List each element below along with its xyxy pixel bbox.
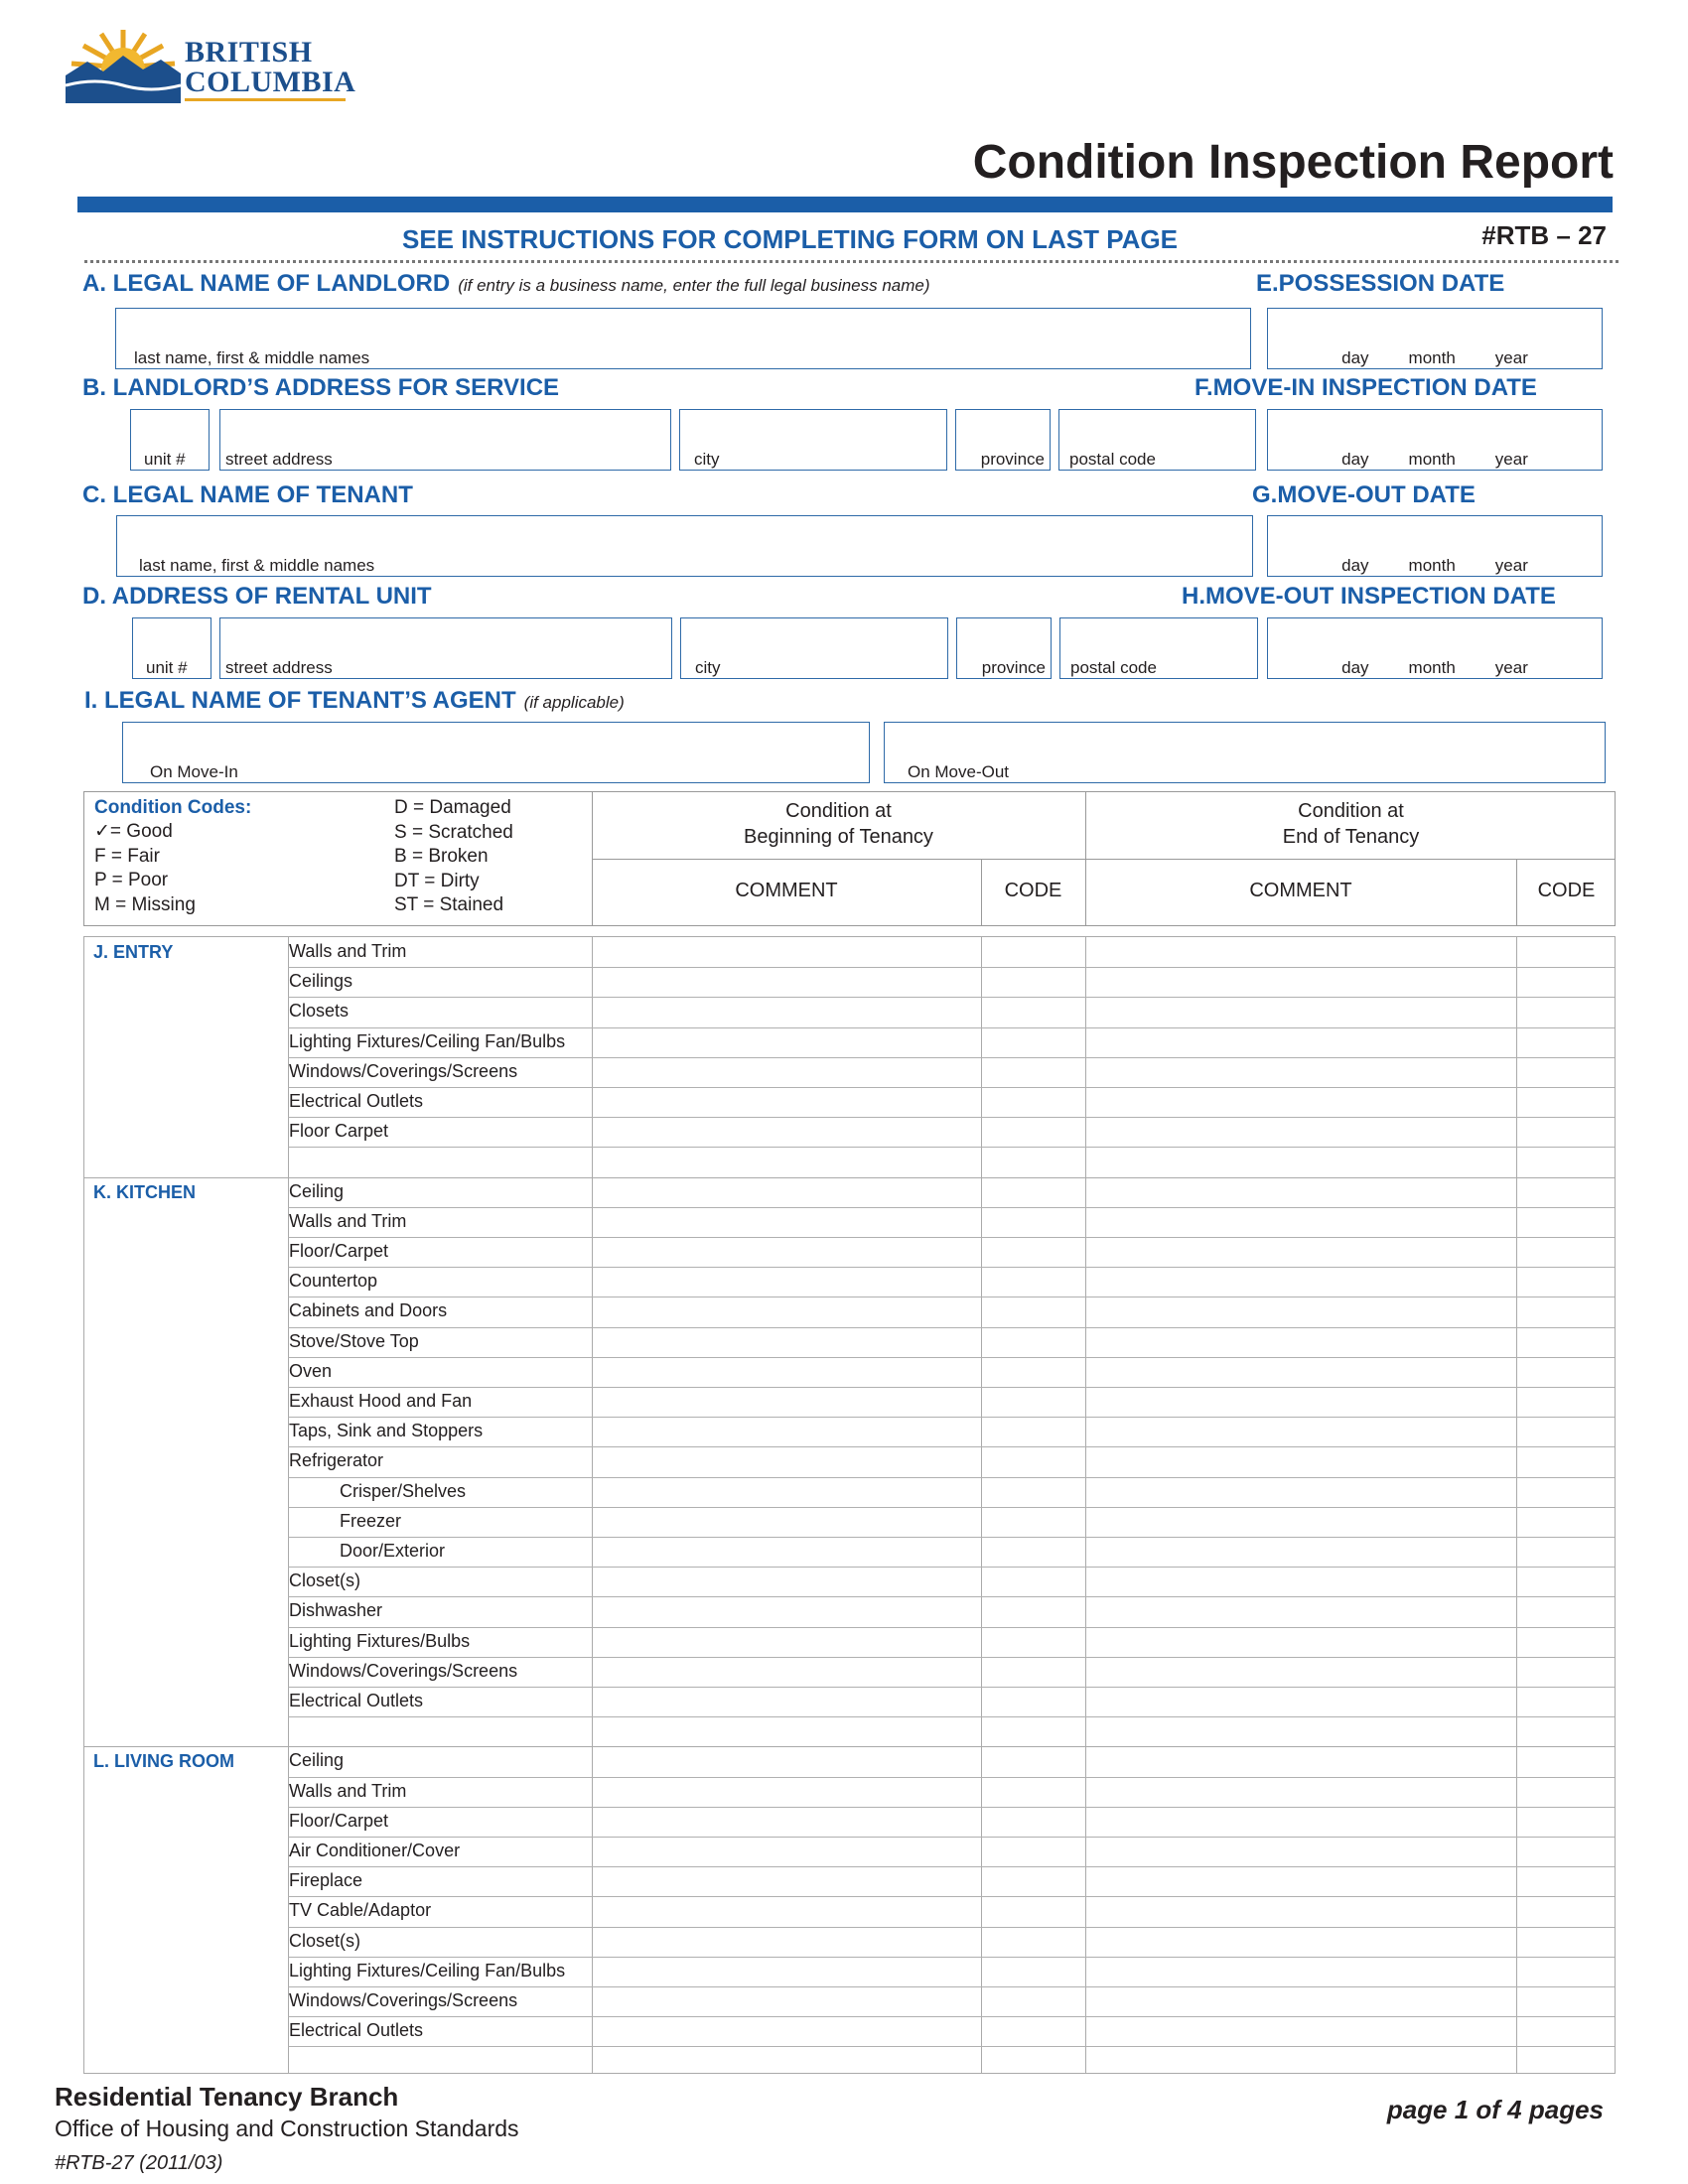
end-comment-cell[interactable] [1085,1357,1516,1387]
begin-comment-cell[interactable] [592,1507,981,1537]
end-code-cell[interactable] [1516,1417,1617,1446]
begin-code-cell[interactable] [981,1057,1085,1087]
section-h-label: H.MOVE-OUT INSPECTION DATE [1182,583,1556,610]
section-c-label: C. LEGAL NAME OF TENANT [82,481,413,508]
end-comment-cell[interactable] [1085,1777,1516,1807]
begin-comment-cell[interactable] [592,1446,981,1476]
inspection-item-label: Walls and Trim [289,1210,407,1231]
section-f-label: F.MOVE-IN INSPECTION DATE [1195,374,1537,401]
end-comment-cell[interactable] [1085,997,1516,1026]
begin-code-cell[interactable] [981,1596,1085,1626]
inspection-item-label: Windows/Coverings/Screens [289,1660,518,1681]
begin-comment-cell[interactable] [592,1537,981,1567]
begin-code-cell[interactable] [981,1477,1085,1507]
end-comment-cell[interactable] [1085,1267,1516,1297]
inspection-item-label: Floor/Carpet [289,1241,389,1261]
inspection-item-label: TV Cable/Adaptor [289,1900,432,1921]
rental-province-field[interactable]: province [956,617,1052,679]
begin-code-cell[interactable] [981,1537,1085,1567]
begin-code-cell[interactable] [981,1147,1085,1176]
begin-comment-cell[interactable] [592,997,981,1026]
tenant-name-field[interactable]: last name, first & middle names [116,515,1253,577]
landlord-city-field[interactable]: city [679,409,947,471]
end-comment-cell[interactable] [1085,1957,1516,1986]
begin-code-cell[interactable] [981,1297,1085,1326]
room-label: J. ENTRY [93,942,174,962]
section-g-label: G.MOVE-OUT DATE [1252,481,1476,508]
begin-comment-cell[interactable] [592,1807,981,1837]
end-comment-cell[interactable] [1085,1087,1516,1117]
begin-code-cell[interactable] [981,1567,1085,1596]
end-comment-cell[interactable] [1085,1537,1516,1567]
end-comment-cell[interactable] [1085,1807,1516,1837]
begin-comment-cell[interactable] [592,2046,981,2076]
begin-comment-cell[interactable] [592,1596,981,1626]
begin-code-cell[interactable] [981,1207,1085,1237]
inspection-item-label: Exhaust Hood and Fan [289,1391,473,1411]
inspection-item-label: Ceiling [289,1750,345,1771]
end-code-cell[interactable] [1516,1777,1617,1807]
inspection-item-label: Fireplace [289,1870,363,1891]
begin-code-cell[interactable] [981,1866,1085,1896]
end-code-cell[interactable] [1516,1297,1617,1326]
begin-code-cell[interactable] [981,1446,1085,1476]
inspection-item-label: Lighting Fixtures/Bulbs [289,1630,471,1651]
section-a-label: A. LEGAL NAME OF LANDLORD (if entry is a business name, enter the full legal business name) [82,270,930,297]
begin-code-cell[interactable] [981,1716,1085,1746]
inspection-item-label: Door/Exterior [340,1541,446,1561]
condition-code: M = Missing [94,893,196,915]
inspection-item-label: Walls and Trim [289,941,407,961]
inspection-item-label: Lighting Fixtures/Ceiling Fan/Bulbs [289,1030,566,1051]
begin-comment-cell[interactable] [592,1057,981,1087]
inspection-item-label: Ceilings [289,971,353,992]
begin-comment-cell[interactable] [592,1477,981,1507]
move-out-date-field[interactable]: day month year [1267,515,1603,577]
end-comment-cell[interactable] [1085,1237,1516,1267]
end-comment-cell[interactable] [1085,1866,1516,1896]
begin-comment-cell[interactable] [592,1207,981,1237]
begin-comment-cell[interactable] [592,1267,981,1297]
section-b-label: B. LANDLORD’S ADDRESS FOR SERVICE [82,374,560,401]
begin-code-cell[interactable] [981,1507,1085,1537]
instructions-heading: SEE INSTRUCTIONS FOR COMPLETING FORM ON LAST PAGE [402,224,1178,254]
end-comment-cell[interactable] [1085,1927,1516,1957]
bc-sun-mountain-icon [66,26,181,103]
end-comment-cell[interactable] [1085,1627,1516,1657]
begin-code-cell[interactable] [981,1657,1085,1687]
end-code-cell[interactable] [1516,1687,1617,1716]
end-comment-cell[interactable] [1085,1417,1516,1446]
end-code-cell[interactable] [1516,1657,1617,1687]
inspection-item-label: Electrical Outlets [289,1691,424,1710]
end-code-cell[interactable] [1516,1567,1617,1596]
move-in-inspection-date-field[interactable]: day month year [1267,409,1603,471]
bc-logo [66,26,363,105]
end-code-cell[interactable] [1516,1177,1617,1207]
inspection-item-label: Oven [289,1360,333,1381]
end-code-cell[interactable] [1516,2046,1617,2076]
end-comment-cell[interactable] [1085,1567,1516,1596]
begin-comment-cell[interactable] [592,937,981,967]
end-code-cell[interactable] [1516,1357,1617,1387]
end-code-cell[interactable] [1516,1147,1617,1176]
end-comment-cell[interactable] [1085,1986,1516,2016]
end-comment-cell[interactable] [1085,1657,1516,1687]
begin-comment-cell[interactable] [592,1387,981,1417]
end-code-cell[interactable] [1516,1057,1617,1087]
begin-comment-cell[interactable] [592,1777,981,1807]
begin-comment-cell[interactable] [592,1417,981,1446]
rental-postal-field[interactable]: postal code [1059,617,1258,679]
end-comment-cell[interactable] [1085,2016,1516,2046]
end-comment-cell[interactable] [1085,1716,1516,1746]
begin-code-cell[interactable] [981,1837,1085,1866]
begin-code-cell[interactable] [981,1957,1085,1986]
begin-comment-cell[interactable] [592,1657,981,1687]
end-comment-header: COMMENT [1249,880,1352,901]
inspection-item-label: Walls and Trim [289,1780,407,1801]
end-code-cell[interactable] [1516,1896,1617,1926]
begin-code-cell[interactable] [981,1387,1085,1417]
begin-comment-cell[interactable] [592,1716,981,1746]
room-label: L. LIVING ROOM [93,1751,234,1772]
condition-code: ✓= Good [94,821,173,842]
begin-code-cell[interactable] [981,1177,1085,1207]
end-comment-cell[interactable] [1085,1297,1516,1326]
inspection-item-label: Floor Carpet [289,1121,389,1142]
begin-code-cell[interactable] [981,2046,1085,2076]
begin-code-cell[interactable] [981,1237,1085,1267]
begin-comment-cell[interactable] [592,1327,981,1357]
begin-comment-cell[interactable] [592,1627,981,1657]
end-comment-cell[interactable] [1085,1477,1516,1507]
end-comment-cell[interactable] [1085,1746,1516,1776]
begin-comment-cell[interactable] [592,967,981,997]
landlord-name-field[interactable]: last name, first & middle names [115,308,1251,369]
end-comment-cell[interactable] [1085,1446,1516,1476]
form-number: #RTB – 27 [1481,220,1607,250]
end-code-cell[interactable] [1516,1207,1617,1237]
logo-text: BRITISH COLUMBIA [185,36,356,98]
page-indicator: page 1 of 4 pages [1386,2095,1604,2124]
page-title: Condition Inspection Report [972,136,1614,189]
end-code-cell[interactable] [1516,1627,1617,1657]
begin-code-cell[interactable] [981,997,1085,1026]
end-code-cell[interactable] [1516,1837,1617,1866]
end-code-cell[interactable] [1516,1596,1617,1626]
end-code-cell[interactable] [1516,1986,1617,2016]
inspection-item-label: Refrigerator [289,1450,384,1471]
end-comment-cell[interactable] [1085,1837,1516,1866]
begin-comment-cell[interactable] [592,1177,981,1207]
section-e-label: E.POSSESSION DATE [1256,270,1505,297]
begin-code-cell[interactable] [981,1117,1085,1147]
begin-comment-cell[interactable] [592,1117,981,1147]
end-code-cell[interactable] [1516,1866,1617,1896]
end-code-cell[interactable] [1516,1716,1617,1746]
condition-code: P = Poor [94,870,169,890]
end-code-cell[interactable] [1516,1927,1617,1957]
condition-code: S = Scratched [394,821,513,843]
condition-code: ST = Stained [394,894,504,915]
landlord-unit-field[interactable]: unit # [130,409,210,471]
begin-code-cell[interactable] [981,1627,1085,1657]
end-code-cell[interactable] [1516,1267,1617,1297]
end-comment-cell[interactable] [1085,937,1516,967]
condition-code: DT = Dirty [394,870,480,891]
begin-comment-cell[interactable] [592,1837,981,1866]
begin-code-header: CODE [1004,880,1062,901]
begin-comment-cell[interactable] [592,1957,981,1986]
begin-code-cell[interactable] [981,1327,1085,1357]
end-comment-cell[interactable] [1085,967,1516,997]
end-code-cell[interactable] [1516,1117,1617,1147]
end-of-tenancy-header: Condition at End of Tenancy [1282,800,1420,848]
begin-code-cell[interactable] [981,1357,1085,1387]
condition-code: D = Damaged [394,797,511,818]
end-comment-cell[interactable] [1085,2046,1516,2076]
landlord-postal-field[interactable]: postal code [1058,409,1256,471]
end-comment-cell[interactable] [1085,1896,1516,1926]
end-comment-cell[interactable] [1085,1117,1516,1147]
footer-office: Office of Housing and Construction Standards [55,2116,519,2141]
end-code-cell[interactable] [1516,1957,1617,1986]
begin-code-cell[interactable] [981,1986,1085,2016]
begin-code-cell[interactable] [981,1027,1085,1057]
begin-comment-cell[interactable] [592,1896,981,1926]
inspection-item-label: Taps, Sink and Stoppers [289,1421,484,1441]
section-i-label: I. LEGAL NAME OF TENANT’S AGENT (if applicable) [84,687,625,714]
inspection-item-label: Floor/Carpet [289,1810,389,1831]
end-code-cell[interactable] [1516,1087,1617,1117]
begin-comment-cell[interactable] [592,1927,981,1957]
end-comment-cell[interactable] [1085,1207,1516,1237]
condition-codes-right [394,796,513,918]
begin-code-cell[interactable] [981,1417,1085,1446]
condition-codes-header [83,791,1616,926]
footer-form-code: #RTB-27 (2011/03) [55,2152,223,2174]
condition-code: F = Fair [94,845,160,867]
begin-code-cell[interactable] [981,1746,1085,1776]
landlord-province-field[interactable]: province [955,409,1051,471]
end-code-cell[interactable] [1516,1807,1617,1837]
end-code-cell[interactable] [1516,1446,1617,1476]
agent-move-in-field[interactable]: On Move-In [122,722,870,783]
begin-comment-cell[interactable] [592,1687,981,1716]
end-code-cell[interactable] [1516,2016,1617,2046]
begin-comment-cell[interactable] [592,1027,981,1057]
inspection-item-label: Closet(s) [289,1570,361,1591]
begin-comment-cell[interactable] [592,1567,981,1596]
title-rule [77,197,1613,212]
inspection-item-label: Cabinets and Doors [289,1300,448,1321]
inspection-item-label: Ceiling [289,1180,345,1201]
begin-comment-cell[interactable] [592,1297,981,1326]
beginning-of-tenancy-header: Condition at Beginning of Tenancy [744,800,933,848]
begin-code-cell[interactable] [981,1896,1085,1926]
end-comment-cell[interactable] [1085,1027,1516,1057]
inspection-item-label: Electrical Outlets [289,1091,424,1111]
inspection-item-label: Closets [289,1001,350,1022]
inspection-item-label: Countertop [289,1271,378,1292]
end-code-cell[interactable] [1516,997,1617,1026]
end-code-cell[interactable] [1516,1537,1617,1567]
move-out-inspection-date-field[interactable]: day month year [1267,617,1603,679]
begin-code-cell[interactable] [981,1267,1085,1297]
agent-move-out-field[interactable]: On Move-Out [884,722,1606,783]
inspection-item-label: Dishwasher [289,1600,383,1621]
condition-codes-heading: Condition Codes: [94,797,252,818]
begin-code-cell[interactable] [981,1687,1085,1716]
inspection-item-label: Windows/Coverings/Screens [289,1990,518,2010]
begin-comment-cell[interactable] [592,1986,981,2016]
begin-code-cell[interactable] [981,967,1085,997]
end-comment-cell[interactable] [1085,1057,1516,1087]
end-code-cell[interactable] [1516,967,1617,997]
landlord-street-field[interactable]: street address [219,409,671,471]
inspection-grid [83,936,1616,2074]
room-label: K. KITCHEN [93,1181,196,1202]
end-comment-cell[interactable] [1085,1507,1516,1537]
possession-date-field[interactable]: day month year [1267,308,1603,369]
begin-comment-header: COMMENT [735,880,838,901]
end-code-cell[interactable] [1516,937,1617,967]
end-comment-cell[interactable] [1085,1147,1516,1176]
end-code-cell[interactable] [1516,1027,1617,1057]
section-d-label: D. ADDRESS OF RENTAL UNIT [82,583,432,610]
condition-code: B = Broken [394,846,489,867]
begin-code-cell[interactable] [981,937,1085,967]
begin-code-cell[interactable] [981,1777,1085,1807]
inspection-item-label: Stove/Stove Top [289,1330,419,1351]
begin-comment-cell[interactable] [592,1357,981,1387]
dotted-divider [84,260,1618,263]
inspection-item-label: Closet(s) [289,1930,361,1951]
rental-unit-field[interactable]: unit # [132,617,211,679]
begin-code-cell[interactable] [981,1807,1085,1837]
rental-street-field[interactable]: street address [219,617,672,679]
condition-codes-left [94,820,196,917]
rental-city-field[interactable]: city [680,617,948,679]
end-comment-cell[interactable] [1085,1327,1516,1357]
begin-code-cell[interactable] [981,1927,1085,1957]
end-code-cell[interactable] [1516,1237,1617,1267]
end-code-cell[interactable] [1516,1746,1617,1776]
end-code-cell[interactable] [1516,1387,1617,1417]
inspection-item-label: Windows/Coverings/Screens [289,1060,518,1081]
end-comment-cell[interactable] [1085,1596,1516,1626]
end-code-header: CODE [1537,880,1596,901]
begin-comment-cell[interactable] [592,1147,981,1176]
inspection-item-label: Electrical Outlets [289,2020,424,2041]
end-comment-cell[interactable] [1085,1687,1516,1716]
begin-comment-cell[interactable] [592,1746,981,1776]
inspection-item-label: Freezer [340,1510,402,1531]
end-code-cell[interactable] [1516,1327,1617,1357]
begin-code-cell[interactable] [981,1087,1085,1117]
footer-branch: Residential Tenancy Branch [55,2082,399,2112]
inspection-item-label: Air Conditioner/Cover [289,1841,461,1860]
end-code-cell[interactable] [1516,1507,1617,1537]
begin-comment-cell[interactable] [592,1237,981,1267]
begin-comment-cell[interactable] [592,1087,981,1117]
inspection-item-label: Lighting Fixtures/Ceiling Fan/Bulbs [289,1960,566,1980]
inspection-item-label: Crisper/Shelves [340,1480,467,1501]
begin-comment-cell[interactable] [592,1866,981,1896]
begin-code-cell[interactable] [981,2016,1085,2046]
begin-comment-cell[interactable] [592,2016,981,2046]
end-code-cell[interactable] [1516,1477,1617,1507]
end-comment-cell[interactable] [1085,1387,1516,1417]
end-comment-cell[interactable] [1085,1177,1516,1207]
